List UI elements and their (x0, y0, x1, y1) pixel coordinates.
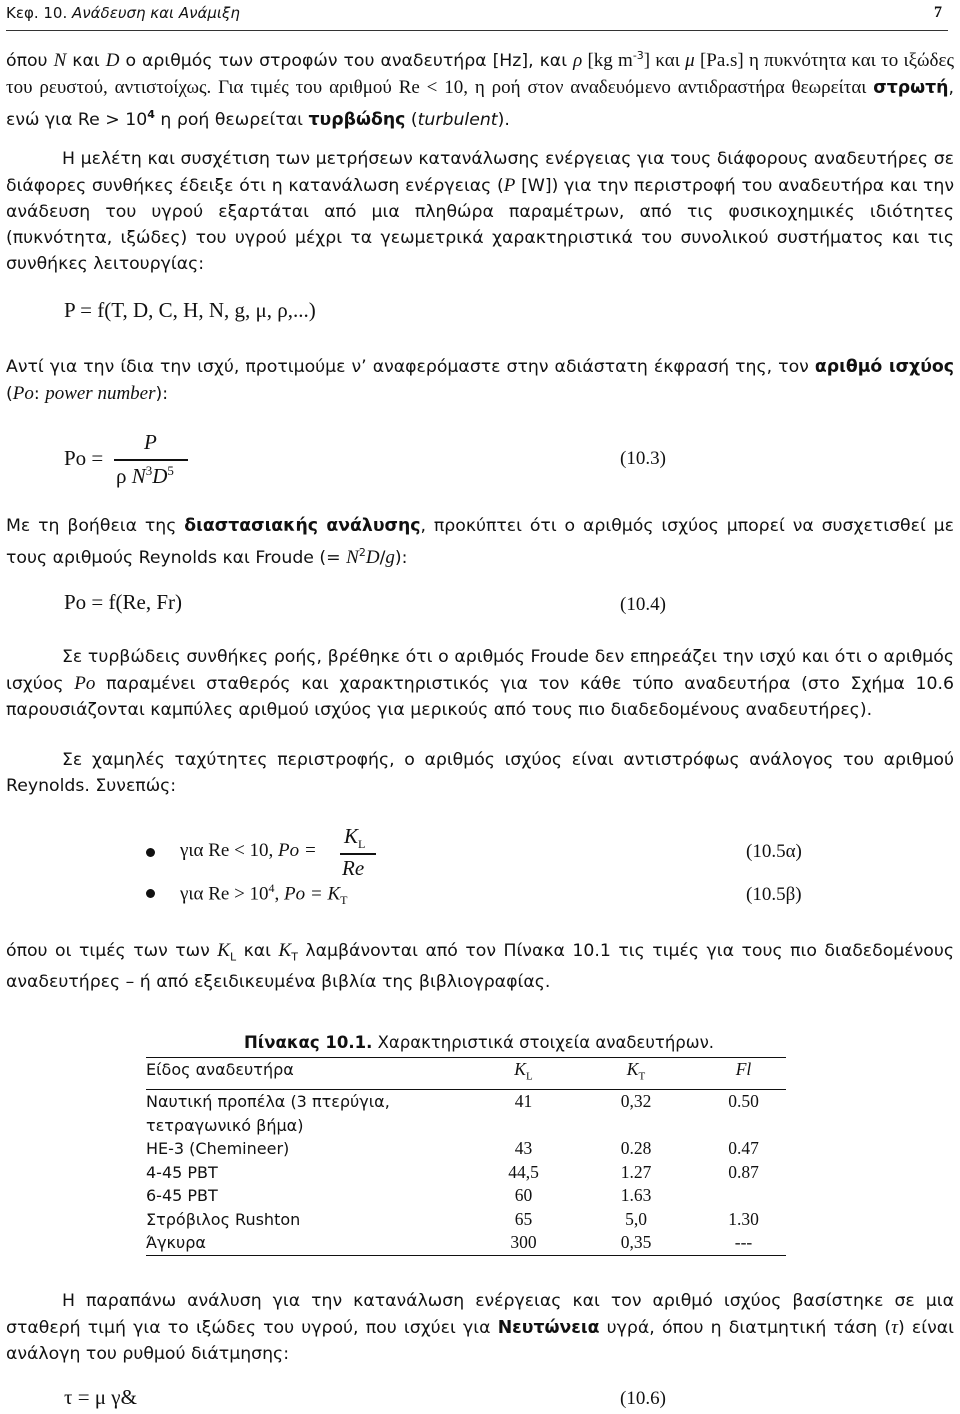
cell-fl: --- (734, 1232, 753, 1252)
cell-fl: 0.50 (728, 1091, 759, 1111)
equation-number: (10.4) (620, 594, 666, 615)
paragraph-low-speed: Σε χαμηλές ταχύτητες περιστροφής, ο αριθμός ισχύος είναι αντιστρόφως ανάλογος του αριθμού Reynolds. Συνεπώς: (6, 750, 954, 796)
numerator: P (144, 430, 157, 454)
cell-kl: 300 (510, 1232, 537, 1252)
paragraph-turbulent: Σε τυρβώδεις συνθήκες ροής, βρέθηκε ότι ο αριθμός Froude δεν επηρεάζει την ισχύ και ότι ο αριθμός ισχύος Po παραμένει σταθερός και χαρακτηριστικός για τον κάθε τύπο αναδευτήρα (στο Σχήμα 10.6 παρουσιάζονται καμπύλες αριθμού ισχύος για μερικούς από τους πιο διαδεδομένους αναδευτήρες). (6, 647, 954, 720)
impeller-table (146, 1057, 786, 1256)
col-kt: $K_T$ (626, 1059, 646, 1083)
col-kl: $K_L$ (514, 1059, 533, 1083)
table-row (146, 1161, 786, 1185)
fraction-bar (114, 459, 188, 461)
paragraph-power-number: Αντί για την ίδια την ισχύ, προτιμούμε ν’ αναφερόμαστε στην αδιάστατη έκφρασή της, τον αριθμό ισχύος (Po: power number): (6, 357, 954, 404)
paragraph-dimensional-analysis: Με τη βοήθεια της διαστασιακής ανάλυσης, προκύπτει ότι ο αριθμός ισχύος μπορεί να συσχετισθεί με τους αριθμούς Reynolds και Froude (= $N^2D/g$): (6, 516, 954, 568)
paragraph-newtonian: Η παραπάνω ανάλυση για την κατανάλωση ενέργειας και τον αριθμό ισχύος βασίστηκε σε μια σταθερή τιμή για το ιξώδες του υγρού, που ισχύει για Νευτώνεια υγρά, όπου η διατμητική τάση (τ) είναι ανάλογη του ρυθμού διάτμησης: (6, 1291, 954, 1364)
cell-kl: 60 (514, 1185, 533, 1205)
paragraph-variables: όπου N και D ο αριθμός των στροφών του αναδευτήρα [Hz], και ρ [kg $m^{-3}$] και μ [Pa.s] η πυκνότητα και το ιξώδες του ρευστού, αντιστοίχως. Για τιμές του αριθμού Re < 10, η ροή στον αναδευόμενο αντιδραστήρα θεωρείται στρωτή, ενώ για $Re > 10^4$ η ροή θεωρείται τυρβώδης (turbulent). (6, 49, 954, 130)
col-impeller-type: Είδος αναδευτήρα (146, 1060, 294, 1079)
cell-kl: 43 (514, 1138, 533, 1158)
table-row (146, 1090, 786, 1138)
cell-fl: 1.30 (728, 1208, 759, 1229)
cell-kl: 41 (514, 1091, 533, 1111)
page-header (6, 0, 948, 31)
cell-type: 6-45 PBT (146, 1186, 218, 1205)
equation-number: (10.3) (620, 448, 666, 469)
page-number: 7 (934, 4, 942, 21)
equation-number: (10.6) (620, 1388, 666, 1409)
table-caption: Πίνακας 10.1. Χαρακτηριστικά στοιχεία αναδευτήρων. (244, 1033, 715, 1052)
equation-power-function: P = f(T, D, C, H, N, g, μ, ρ,...) (64, 298, 316, 322)
running-title: Κεφ. 10. Ανάδευση και Ανάμιξη (6, 4, 240, 22)
cell-type: 4-45 PBT (146, 1162, 218, 1182)
cell-kt: 1.63 (620, 1185, 652, 1205)
col-fl: Fl (735, 1059, 752, 1079)
cell-type: Άγκυρα (146, 1233, 206, 1252)
equation-number: (10.5α) (746, 841, 802, 862)
cell-type: Στρόβιλος Rushton (146, 1209, 301, 1229)
cell-fl (701, 1184, 786, 1208)
cell-kt: 0,35 (620, 1232, 652, 1252)
cell-kl: 65 (514, 1208, 533, 1229)
cell-kt: 1.27 (620, 1161, 652, 1182)
cell-type: HE-3 (Chemineer) (146, 1139, 290, 1158)
bullet-turbulent-condition: για $Re > 10^4$, $Po = K_T$ (180, 881, 348, 908)
cell-type: Ναυτική προπέλα (3 πτερύγια, τετραγωνικό βήμα) (146, 1092, 390, 1135)
table-header-row (146, 1058, 786, 1090)
cell-kl: 44,5 (508, 1161, 539, 1182)
bullet-marker (146, 848, 155, 857)
equation-number: (10.5β) (746, 884, 802, 905)
cell-kt: 0.28 (620, 1138, 652, 1158)
cell-kt: 0,32 (620, 1091, 652, 1111)
cell-fl: 0.87 (728, 1161, 759, 1182)
table-row (146, 1208, 786, 1232)
cell-fl: 0.47 (728, 1138, 759, 1158)
cell-kt: 5,0 (625, 1208, 647, 1229)
numerator: $K_L$ (344, 824, 366, 852)
denominator: Re (342, 856, 365, 880)
bullet-laminar-condition: για Re < 10, Po = (180, 840, 317, 861)
table-row (146, 1184, 786, 1208)
denominator: ρ $N^3D^5$ (116, 463, 174, 488)
paragraph-power-dependence: Η μελέτη και συσχέτιση των μετρήσεων κατανάλωσης ενέργειας για τους διάφορους αναδευτήρες σε διάφορες συνθήκες έδειξε ότι η κατανάλωση ενέργειας (P [W]) για την περιστροφή του αναδευτήρα και την ανάδευση του υγρού εξαρτάται από μια πληθώρα παραμέτρων, από τις φυσικοχημικές ιδιότητες (πυκνότητα, ιξώδες) του υγρού μέχρι τα γεωμετρικά χαρακτηριστικά του συνολικού συστήματος και τις συνθήκες λειτουργίας: (6, 149, 954, 274)
bullet-marker (146, 889, 155, 898)
table-row (146, 1137, 786, 1161)
paragraph-table-reference: όπου οι τιμές των των $K_L$ και $K_T$ λαμβάνονται από τον Πίνακα 10.1 τις τιμές για τους πιο διαδεδομένους αναδευτήρες – ή από εξειδικευμένα βιβλία της βιβλιογραφίας. (6, 940, 954, 993)
fraction-bar (340, 853, 376, 855)
table-row (146, 1231, 786, 1255)
